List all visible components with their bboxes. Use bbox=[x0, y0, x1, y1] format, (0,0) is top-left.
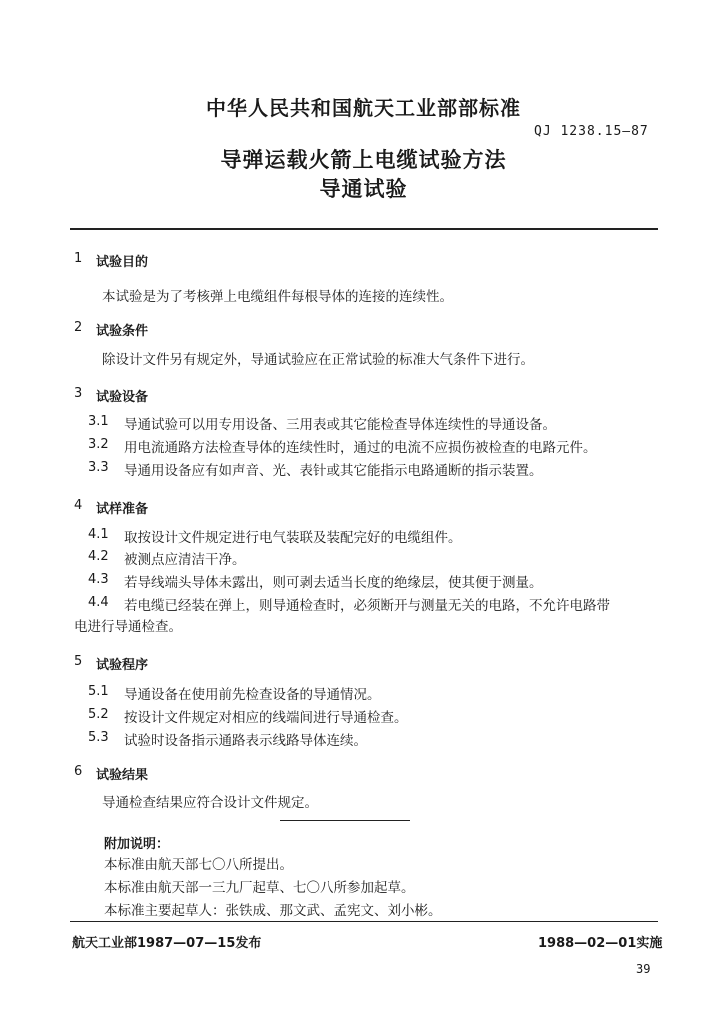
section-number: 4 bbox=[74, 498, 83, 513]
section-number: 3 bbox=[74, 386, 83, 401]
section-title: 试验结果 bbox=[96, 768, 149, 783]
clause-number: 4.1 bbox=[88, 527, 109, 542]
clause-number: 5.2 bbox=[88, 707, 109, 722]
section-title: 试验目的 bbox=[96, 255, 149, 270]
clause-number: 3.2 bbox=[88, 437, 109, 452]
clause-number: 5.3 bbox=[88, 730, 109, 745]
footer-divider bbox=[70, 921, 658, 922]
section-text: 除设计文件另有规定外，导通试验应在正常试验的标准大气条件下进行。 bbox=[102, 352, 534, 368]
section-title: 试验程序 bbox=[96, 658, 149, 673]
document-title: 导弹运载火箭上电缆试验方法 bbox=[220, 148, 507, 172]
notes-line: 本标准由航天部七〇八所提出。 bbox=[104, 857, 293, 873]
document-subtitle: 导通试验 bbox=[319, 177, 408, 201]
clause-number: 4.4 bbox=[88, 595, 109, 610]
issuer-heading: 中华人民共和国航天工业部部标准 bbox=[206, 96, 521, 120]
clause-text-continuation: 电进行导通检查。 bbox=[74, 619, 182, 635]
page-number: 39 bbox=[636, 962, 651, 976]
clause-text: 取按设计文件规定进行电气装联及装配完好的电缆组件。 bbox=[124, 530, 462, 546]
clause-number: 4.2 bbox=[88, 549, 109, 564]
clause-text: 若导线端头导体未露出，则可剥去适当长度的绝缘层，使其便于测量。 bbox=[124, 575, 543, 591]
section-text: 本试验是为了考核弹上电缆组件每根导体的连接的连续性。 bbox=[102, 289, 453, 305]
section-title: 试验条件 bbox=[96, 324, 149, 339]
notes-divider bbox=[280, 820, 410, 821]
header-divider bbox=[70, 228, 658, 230]
section-number: 2 bbox=[74, 320, 83, 335]
section-title: 试样准备 bbox=[96, 502, 149, 517]
clause-text: 按设计文件规定对相应的线端间进行导通检查。 bbox=[124, 710, 408, 726]
clause-number: 3.3 bbox=[88, 460, 109, 475]
clause-text: 导通用设备应有如声音、光、表针或其它能指示电路通断的指示装置。 bbox=[124, 463, 543, 479]
clause-text: 试验时设备指示通路表示线路导体连续。 bbox=[124, 733, 367, 749]
notes-line: 本标准主要起草人：张铁成、那文武、孟宪文、刘小彬。 bbox=[104, 903, 442, 919]
standard-number: QJ 1238.15—87 bbox=[534, 124, 649, 139]
section-number: 5 bbox=[74, 654, 83, 669]
clause-text: 导通试验可以用专用设备、三用表或其它能检查导体连续性的导通设备。 bbox=[124, 417, 556, 433]
section-number: 6 bbox=[74, 764, 83, 779]
clause-text: 若电缆已经装在弹上，则导通检查时，必须断开与测量无关的电路，不允许电路带 bbox=[124, 598, 610, 614]
issue-date: 航天工业部1987—07—15发布 bbox=[72, 936, 262, 951]
clause-text: 导通设备在使用前先检查设备的导通情况。 bbox=[124, 687, 381, 703]
notes-line: 本标准由航天部一三九厂起草、七〇八所参加起草。 bbox=[104, 880, 415, 896]
clause-number: 3.1 bbox=[88, 414, 109, 429]
section-number: 1 bbox=[74, 251, 83, 266]
section-title: 试验设备 bbox=[96, 390, 149, 405]
clause-number: 5.1 bbox=[88, 684, 109, 699]
section-text: 导通检查结果应符合设计文件规定。 bbox=[102, 795, 318, 811]
clause-number: 4.3 bbox=[88, 572, 109, 587]
clause-text: 用电流通路方法检查导体的连续性时，通过的电流不应损伤被检查的电路元件。 bbox=[124, 440, 597, 456]
notes-title: 附加说明： bbox=[104, 837, 170, 852]
clause-text: 被测点应清洁干净。 bbox=[124, 552, 246, 568]
effective-date: 1988—02—01实施 bbox=[538, 936, 663, 951]
